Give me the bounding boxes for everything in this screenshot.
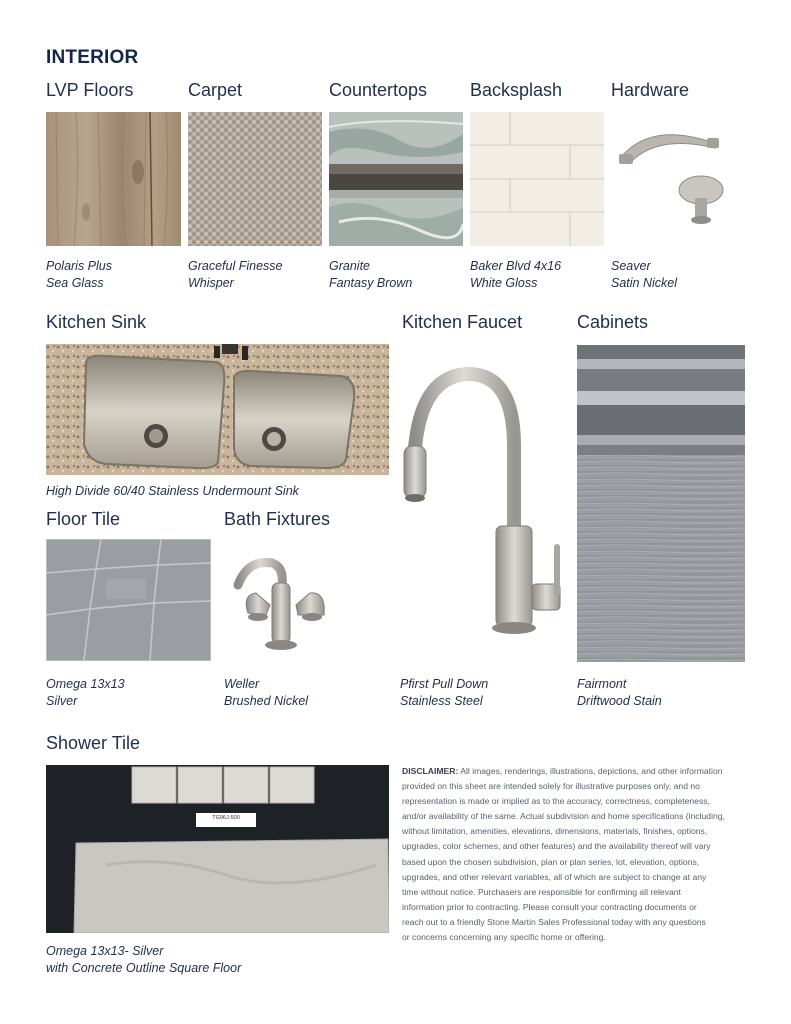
- disclaimer-line: upgrades, color schemes, and other features) and the availability thereof will vary: [402, 841, 711, 852]
- kitchen-faucet-image: [396, 356, 568, 646]
- hardware-heading: Hardware: [611, 80, 690, 100]
- backsplash-name: Baker Blvd 4x16: [470, 259, 562, 273]
- countertops-color: Fantasy Brown: [329, 276, 413, 290]
- hardware-swatch: [611, 112, 745, 246]
- backsplash-swatch: [470, 112, 604, 246]
- backsplash-caption: [470, 258, 561, 292]
- countertop-swatch: [329, 112, 463, 246]
- kitchen-faucet-heading: Kitchen Faucet: [402, 312, 523, 332]
- kitchen-sink-image: [46, 344, 389, 475]
- lvp-caption: [46, 258, 112, 292]
- cabinets-heading: Cabinets: [577, 312, 649, 332]
- kitchen-sink-caption: High Divide 60/40 Stainless Undermount Sink: [46, 484, 299, 498]
- cabinets-color: Driftwood Stain: [577, 694, 662, 708]
- hardware-name: Seaver: [611, 259, 651, 273]
- lvp-floor-swatch: [46, 112, 181, 246]
- shower-tile-caption: [46, 943, 241, 977]
- countertops-heading: Countertops: [329, 80, 428, 100]
- floor-tile-name: Omega 13x13: [46, 677, 125, 691]
- carpet-color: Whisper: [188, 276, 234, 290]
- disclaimer-label: DISCLAIMER:: [402, 766, 459, 776]
- disclaimer-line: information prior to contracting. Please consult your contracting documents or: [402, 901, 697, 912]
- floor-tile-color: Silver: [46, 694, 78, 708]
- disclaimer-line: representation is made or implied as to the accuracy, correctness, completeness,: [402, 796, 710, 807]
- disclaimer-line: reach out to a friendly Stone Martin Sales Professional today with any questions: [402, 916, 706, 927]
- shower-tile-name: Omega 13x13- Silver: [46, 944, 164, 958]
- shower-tile-detail: with Concrete Outline Square Floor: [46, 961, 242, 975]
- kitchen-faucet-color: Stainless Steel: [400, 694, 483, 708]
- disclaimer: [402, 764, 752, 945]
- disclaimer-line: provided on this sheet are intended solely for illustrative purposes only, and no: [402, 781, 700, 792]
- kitchen-sink-heading: Kitchen Sink: [46, 312, 147, 332]
- disclaimer-line: or concerns concerning any specific home or offering.: [402, 932, 606, 943]
- countertops-name: Granite: [329, 259, 370, 273]
- disclaimer-line: DISCLAIMER: All images, renderings, illustrations, depictions, and other information: [402, 766, 723, 776]
- cabinets-swatch: [577, 345, 745, 662]
- shower-tile-heading: Shower Tile: [46, 733, 141, 753]
- disclaimer-line: time without notice. Purchasers are responsible for confirming all relevant: [402, 886, 681, 897]
- floor-tile-swatch: [46, 539, 211, 661]
- bath-fixture-image: [228, 555, 352, 655]
- carpet-swatch: [188, 112, 322, 246]
- kitchen-faucet-caption: [400, 676, 488, 710]
- countertops-caption: [329, 258, 412, 292]
- floor-tile-heading: Floor Tile: [46, 509, 121, 529]
- lvp-name: Polaris Plus: [46, 259, 112, 273]
- cabinets-name: Fairmont: [577, 677, 627, 691]
- disclaimer-line: without limitation, amenities, elevations, dimensions, materials, finishes, options,: [402, 826, 708, 837]
- lvp-heading: LVP Floors: [46, 80, 134, 100]
- backsplash-color: White Gloss: [470, 276, 538, 290]
- disclaimer-line: upgrades, and other relevant variables, all of which are subject to change at any: [402, 871, 707, 882]
- carpet-heading: Carpet: [188, 80, 243, 100]
- bath-fixtures-caption: [224, 676, 308, 710]
- floor-tile-caption: [46, 676, 125, 710]
- lvp-color: Sea Glass: [46, 276, 104, 290]
- carpet-name: Graceful Finesse: [188, 259, 283, 273]
- shower-tile-sample-label: TG96J-500: [212, 815, 240, 821]
- bath-fixtures-heading: Bath Fixtures: [224, 509, 331, 529]
- cabinets-caption: [577, 676, 662, 710]
- disclaimer-line: based upon the chosen subdivision, plan or plan series, lot, elevation, options,: [402, 856, 700, 867]
- section-title: INTERIOR: [46, 47, 139, 68]
- hardware-color: Satin Nickel: [611, 276, 677, 290]
- kitchen-faucet-name: Pfirst Pull Down: [400, 677, 489, 691]
- backsplash-heading: Backsplash: [470, 80, 563, 100]
- bath-fixtures-name: Weller: [224, 677, 260, 691]
- shower-tile-image: [46, 765, 389, 933]
- bath-fixtures-color: Brushed Nickel: [224, 694, 309, 708]
- carpet-caption: [188, 258, 282, 292]
- disclaimer-line: and/or availability of the same. Actual subdivision and home specifications (including,: [402, 811, 725, 822]
- hardware-caption: [611, 258, 677, 292]
